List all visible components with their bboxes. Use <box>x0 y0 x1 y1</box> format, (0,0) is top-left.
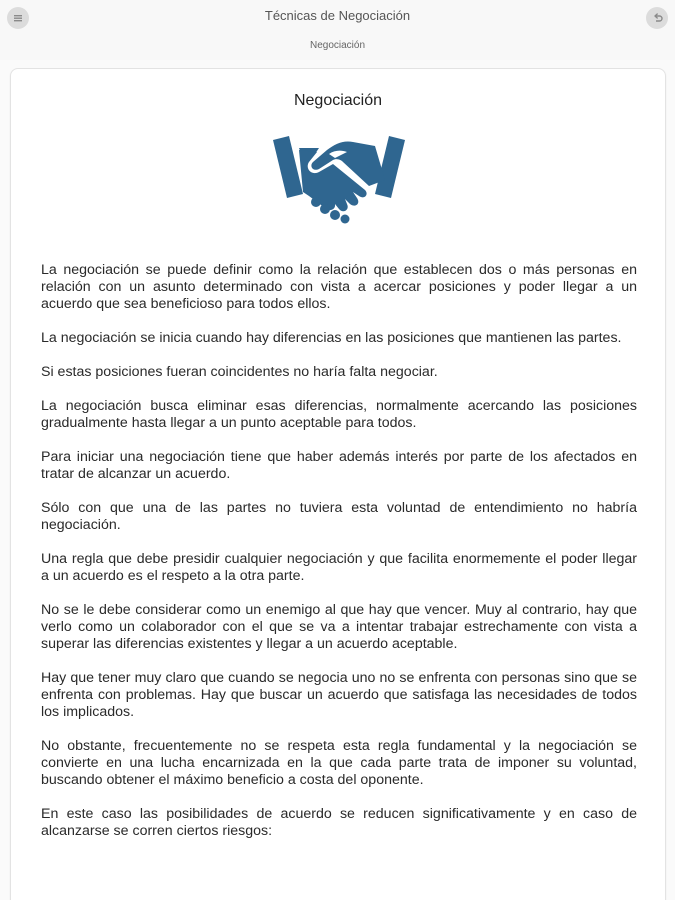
paragraph: Para iniciar una negociación tiene que haber además interés por parte de los afectados en tratar de alcanzar un acuerdo. <box>41 449 637 482</box>
article-body <box>41 262 637 857</box>
paragraph: La negociación se inicia cuando hay diferencias en las posiciones que mantienen las partes. <box>41 330 622 346</box>
paragraph: No obstante, frecuentemente no se respeta esta regla fundamental y la negociación se convierte en una lucha encarnizada en la que cada parte trata de imponer su voluntad, buscando obtener el máximo beneficio a costa del oponente. <box>41 738 637 788</box>
paragraph: La negociación se puede definir como la relación que establecen dos o más personas en relación con un asunto determinado con vista a acercar posiciones y poder llegar a un acuerdo que sea beneficioso para todos ellos. <box>41 262 637 312</box>
top-bar <box>0 0 675 60</box>
paragraph: No se le debe considerar como un enemigo al que hay que vencer. Muy al contrario, hay que verlo como un colaborador con el que se va a intentar trabajar estrechamente con vista a superar las diferencias existentes y llegar a un acuerdo aceptable. <box>41 602 637 652</box>
paragraph: En este caso las posibilidades de acuerdo se reducen significativamente y en caso de alcanzarse se corren ciertos riesgos: <box>41 806 637 839</box>
paragraph: La negociación busca eliminar esas diferencias, normalmente acercando las posiciones gradualmente hasta llegar a un punto aceptable para todos. <box>41 398 637 431</box>
back-button[interactable] <box>646 7 668 29</box>
breadcrumb[interactable]: Negociación <box>309 40 366 51</box>
article-card <box>10 68 666 900</box>
handshake-icon <box>269 132 409 232</box>
app-title: Técnicas de Negociación <box>264 8 411 23</box>
article-title: Negociación <box>293 92 383 109</box>
paragraph: Hay que tener muy claro que cuando se negocia uno no se enfrenta con personas sino que se enfrenta con problemas. Hay que buscar un acuerdo que satisfaga las necesidades de todos los implicados. <box>41 670 637 720</box>
paragraph: Si estas posiciones fueran coincidentes no haría falta negociar. <box>41 364 438 380</box>
back-icon <box>651 12 664 25</box>
paragraph: Sólo con que una de las partes no tuviera esta voluntad de entendimiento no habría negociación. <box>41 500 637 533</box>
paragraph: Una regla que debe presidir cualquier negociación y que facilita enormemente el poder llegar a un acuerdo es el respeto a la otra parte. <box>41 551 637 584</box>
